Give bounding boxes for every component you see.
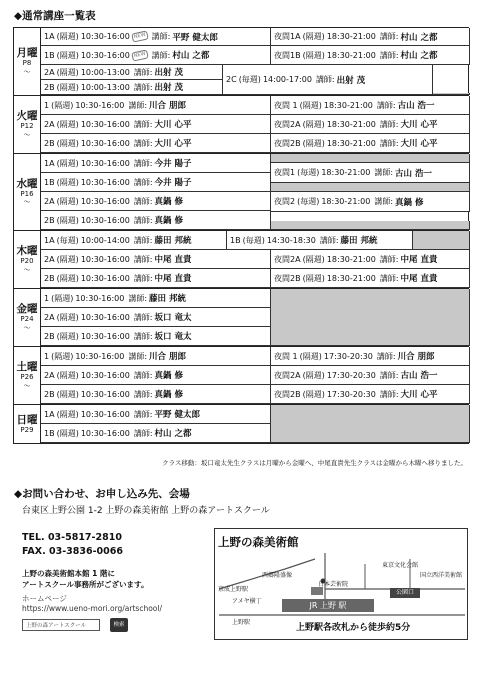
teacher-label: 講師: xyxy=(133,389,153,399)
day-classes xyxy=(41,347,468,404)
page-tilde: 〜 xyxy=(23,381,31,390)
teacher-name: 中尾 直貴 xyxy=(154,274,192,284)
frequency: (隔週) xyxy=(56,138,79,148)
teacher-label: 講師: xyxy=(133,254,153,264)
class-code: 夜間2B xyxy=(274,273,301,283)
teacher-name: 大川 心平 xyxy=(154,139,192,149)
teacher-label: 講師: xyxy=(133,158,153,168)
homepage-url[interactable]: https://www.ueno-mori.org/artschool/ xyxy=(22,604,163,613)
class-code: 2B xyxy=(44,215,55,225)
class-cell xyxy=(41,327,271,346)
class-code: 2A xyxy=(44,119,55,129)
teacher-name: 大川 心平 xyxy=(400,120,438,130)
class-code: 1A xyxy=(44,409,55,419)
teacher-label: 講師: xyxy=(128,100,148,110)
frequency: (隔週) xyxy=(56,196,79,206)
page-tilde: 〜 xyxy=(23,323,31,332)
class-cell xyxy=(41,65,223,80)
teacher-name: 出射 茂 xyxy=(336,75,366,86)
class-code: 2A xyxy=(44,196,55,206)
map-label: アメヤ横丁 xyxy=(232,598,262,605)
class-cell xyxy=(223,65,433,95)
teacher-label: 講師: xyxy=(133,428,153,438)
teacher-name: 坂口 竜太 xyxy=(154,313,192,323)
day-row xyxy=(14,96,468,154)
frequency: (隔週) xyxy=(56,331,79,341)
class-cell xyxy=(41,115,271,134)
teacher-name: 古山 浩一 xyxy=(397,101,435,111)
frequency: (毎週) xyxy=(56,235,79,245)
class-cell xyxy=(271,96,470,115)
class-time: 10:30-16:00 xyxy=(80,177,130,187)
map-label: 西郷隆盛像 xyxy=(262,572,293,579)
fax-number: FAX. 03-3836-0066 xyxy=(22,546,123,557)
class-code: 2A xyxy=(44,67,55,77)
class-time: 10:30-16:00 xyxy=(80,50,130,60)
teacher-label: 講師: xyxy=(128,351,148,361)
empty-slot xyxy=(271,289,470,346)
class-cell xyxy=(41,134,271,153)
day-classes xyxy=(41,96,468,153)
day-row xyxy=(14,289,468,347)
teacher-name: 平野 健太郎 xyxy=(154,410,200,420)
tel-number[interactable]: TEL. 03-5817-2810 xyxy=(22,532,122,543)
class-code: 夜間2A xyxy=(274,370,301,380)
teacher-name: 今井 陽子 xyxy=(154,178,192,188)
frequency: (隔週) xyxy=(56,177,79,187)
class-cell xyxy=(41,173,271,192)
class-code: 2A xyxy=(44,312,55,322)
frequency: (隔週) xyxy=(299,100,322,110)
day-name: 金曜 xyxy=(16,303,38,316)
class-code: 2B xyxy=(44,138,55,148)
class-code: 2C xyxy=(226,75,237,84)
teacher-name: 今井 陽子 xyxy=(154,159,192,169)
class-time: 18:30-21:00 xyxy=(326,32,376,41)
teacher-name: 大川 心平 xyxy=(400,390,438,400)
frequency: (隔週) xyxy=(56,273,79,283)
teacher-label: 講師: xyxy=(133,235,153,245)
class-time: 17:30-20:30 xyxy=(326,389,376,399)
frequency: (隔週) xyxy=(51,351,74,361)
class-time: 10:30-16:00 xyxy=(80,119,130,129)
class-code: 1B xyxy=(44,50,55,60)
class-time: 18:30-21:00 xyxy=(326,138,376,148)
frequency: (隔週) xyxy=(302,50,325,60)
schedule-title: ◆通常講座一覧表 xyxy=(14,10,96,22)
class-time: 10:30-16:00 xyxy=(80,158,130,168)
day-row xyxy=(14,347,468,405)
new-badge: NEW xyxy=(131,30,148,42)
frequency: (隔週) xyxy=(56,50,79,60)
teacher-name: 村山 之都 xyxy=(400,51,438,61)
day-classes xyxy=(41,231,468,288)
day-classes xyxy=(41,154,468,230)
frequency: (隔週) xyxy=(56,389,79,399)
class-time: 10:30-16:00 xyxy=(80,312,130,322)
class-cell xyxy=(41,347,271,366)
class-code: 1B xyxy=(230,235,241,245)
day-name: 月曜 xyxy=(16,47,38,60)
teacher-name: 川合 朋郎 xyxy=(397,352,435,362)
class-code: 夜間2B xyxy=(274,138,301,148)
teacher-name: 中尾 直貴 xyxy=(154,255,192,265)
class-cell xyxy=(41,366,271,385)
frequency: (隔週) xyxy=(56,312,79,322)
frequency: (隔週) xyxy=(51,100,74,110)
page-ref: P8 xyxy=(22,59,32,68)
teacher-label: 講師: xyxy=(319,235,339,245)
page-tilde: 〜 xyxy=(23,67,31,76)
teacher-label: 講師: xyxy=(315,75,335,84)
search-button[interactable]: 検索 xyxy=(110,618,128,632)
teacher-name: 藤田 邦統 xyxy=(149,294,187,304)
teacher-name: 村山 之都 xyxy=(400,32,438,43)
teacher-label: 講師: xyxy=(379,119,399,129)
frequency: (隔週) xyxy=(56,409,79,419)
class-time: 10:00-13:00 xyxy=(80,82,130,92)
class-time: 10:00-13:00 xyxy=(80,67,130,77)
class-time: 10:30-16:00 xyxy=(80,428,130,438)
frequency: (隔週) xyxy=(302,273,325,283)
class-code: 夜間 1 xyxy=(274,351,298,361)
day-label xyxy=(14,28,41,95)
access-info: 上野駅各改札から徒歩約5分 xyxy=(296,623,411,633)
teacher-name: 平野 健太郎 xyxy=(172,32,218,43)
class-cell xyxy=(41,154,271,173)
class-time: 10:30-16:00 xyxy=(80,331,130,341)
class-move-note: クラス移動：坂口竜太先生クラスは月曜から金曜へ、中尾直貴先生クラスは金曜から木曜へ移りました。 xyxy=(162,459,467,467)
frequency: (隔週) xyxy=(51,293,74,303)
class-code: 1 xyxy=(44,100,50,110)
jr-ueno-station: JR 上野 駅 xyxy=(282,599,374,612)
map-label: 日本芸術院 xyxy=(318,581,349,588)
day-label xyxy=(14,289,41,346)
class-cell xyxy=(41,80,223,95)
map-label: 国立西洋美術館 xyxy=(420,572,463,579)
teacher-label: 講師: xyxy=(133,331,153,341)
teacher-name: 中尾 直貴 xyxy=(400,274,438,284)
class-time: 10:30-16:00 xyxy=(80,370,130,380)
class-time: 18:30-21:00 xyxy=(321,197,371,206)
teacher-name: 村山 之都 xyxy=(154,429,192,439)
class-code: 2B xyxy=(44,273,55,283)
class-cell xyxy=(41,46,271,65)
class-code: 夜間2A xyxy=(274,119,301,129)
class-time: 10:30-16:00 xyxy=(80,138,130,148)
page-ref: P12 xyxy=(20,122,34,131)
class-time: 10:30-16:00 xyxy=(80,215,130,225)
map-label: 上野駅 xyxy=(232,619,251,626)
page-ref: P26 xyxy=(20,373,34,382)
day-classes xyxy=(41,405,468,443)
empty-slot xyxy=(271,221,470,230)
teacher-name: 坂口 竜太 xyxy=(154,332,192,342)
class-time: 18:30-21:00 xyxy=(323,100,373,110)
frequency: (隔週) xyxy=(302,32,325,41)
frequency: (隔週) xyxy=(302,138,325,148)
day-name: 土曜 xyxy=(16,361,38,374)
class-cell xyxy=(271,250,470,269)
teacher-label: 講師: xyxy=(133,177,153,187)
frequency: (毎週) xyxy=(242,235,265,245)
class-time: 10:30-16:00 xyxy=(80,273,130,283)
class-cell xyxy=(41,211,271,230)
teacher-label: 講師: xyxy=(133,215,153,225)
teacher-name: 古山 浩一 xyxy=(400,371,438,381)
empty-slot xyxy=(413,231,470,250)
class-time: 18:30-21:00 xyxy=(326,254,376,264)
frequency: (毎週) xyxy=(238,75,261,84)
class-cell xyxy=(41,405,271,424)
venue-address: 台東区上野公園 1-2 上野の森美術館 上野の森アートスクール xyxy=(22,506,270,516)
class-cell xyxy=(41,231,227,250)
class-code: 夜間 1 xyxy=(274,100,298,110)
koen-exit: 公園口 xyxy=(390,588,420,598)
empty-slot xyxy=(271,154,470,163)
class-cell xyxy=(41,289,271,308)
teacher-label: 講師: xyxy=(133,196,153,206)
class-time: 17:30-20:30 xyxy=(326,370,376,380)
class-cell xyxy=(41,269,271,288)
frequency: (隔週) xyxy=(56,158,79,168)
teacher-name: 出射 茂 xyxy=(154,68,183,78)
class-code: 2B xyxy=(44,331,55,341)
page-tilde: 〜 xyxy=(23,130,31,139)
class-code: 夜間2A xyxy=(274,254,301,264)
teacher-label: 講師: xyxy=(374,197,394,206)
teacher-name: 出射 茂 xyxy=(154,83,183,93)
class-code: 1A xyxy=(44,32,55,41)
teacher-label: 講師: xyxy=(133,312,153,322)
homepage-label: ホームページ xyxy=(22,594,67,603)
teacher-label: 講師: xyxy=(379,273,399,283)
day-name: 日曜 xyxy=(16,413,38,426)
class-code: 夜間2 xyxy=(274,197,296,206)
class-code: 夜間1A xyxy=(274,32,301,41)
frequency: (隔週) xyxy=(56,67,79,77)
teacher-label: 講師: xyxy=(379,254,399,264)
frequency: (隔週) xyxy=(56,370,79,380)
teacher-label: 講師: xyxy=(374,168,394,177)
day-label xyxy=(14,231,41,288)
class-cell xyxy=(271,28,470,46)
search-input[interactable]: 上野の森アートスクール xyxy=(22,619,100,631)
frequency: (隔週) xyxy=(56,215,79,225)
teacher-label: 講師: xyxy=(379,138,399,148)
class-cell xyxy=(271,192,470,212)
class-time: 10:30-16:00 xyxy=(75,293,125,303)
class-time: 10:30-16:00 xyxy=(75,351,125,361)
class-cell xyxy=(271,385,470,404)
class-cell xyxy=(271,163,470,183)
day-label xyxy=(14,96,41,153)
class-code: 夜間2B xyxy=(274,389,301,399)
teacher-name: 藤田 邦統 xyxy=(154,236,192,246)
class-code: 1B xyxy=(44,177,55,187)
class-time: 10:30-16:00 xyxy=(75,100,125,110)
teacher-name: 川合 朋郎 xyxy=(149,352,187,362)
class-code: 1A xyxy=(44,158,55,168)
frequency: (隔週) xyxy=(302,254,325,264)
teacher-label: 講師: xyxy=(376,100,396,110)
class-cell xyxy=(271,366,470,385)
frequency: (隔週) xyxy=(302,389,325,399)
page-ref: P29 xyxy=(20,426,34,434)
class-time: 10:30-16:00 xyxy=(80,409,130,419)
frequency: (毎週) xyxy=(297,168,320,177)
class-cell xyxy=(41,385,271,404)
class-code: 1 xyxy=(44,293,50,303)
teacher-label: 講師: xyxy=(379,50,399,60)
teacher-label: 講師: xyxy=(379,32,399,41)
page-tilde: 〜 xyxy=(23,265,31,274)
class-cell xyxy=(271,134,470,153)
teacher-name: 川合 朋郎 xyxy=(149,101,187,111)
frequency: (毎週) xyxy=(297,197,320,206)
class-code: 2A xyxy=(44,370,55,380)
teacher-name: 真鍋 修 xyxy=(154,197,183,207)
day-name: 木曜 xyxy=(16,245,38,258)
frequency: (隔週) xyxy=(56,428,79,438)
teacher-label: 講師: xyxy=(376,351,396,361)
class-cell xyxy=(41,250,271,269)
class-code: 1A xyxy=(44,235,55,245)
teacher-label: 講師: xyxy=(133,409,153,419)
teacher-label: 講師: xyxy=(379,389,399,399)
schedule-table xyxy=(13,27,469,444)
class-time: 10:00-14:00 xyxy=(80,235,130,245)
class-time: 18:30-21:00 xyxy=(326,50,376,60)
page-tilde: 〜 xyxy=(23,198,31,207)
map-label: 京成上野駅 xyxy=(218,586,249,593)
class-time: 10:30-16:00 xyxy=(80,196,130,206)
class-cell xyxy=(41,96,271,115)
frequency: (隔週) xyxy=(56,119,79,129)
class-time: 17:30-20:30 xyxy=(323,351,373,361)
class-code: 夜間1 xyxy=(274,168,296,177)
class-cell xyxy=(271,347,470,366)
page-ref: P20 xyxy=(20,257,34,266)
day-label xyxy=(14,154,41,230)
teacher-name: 真鍋 修 xyxy=(395,197,424,208)
class-code: 2A xyxy=(44,254,55,264)
teacher-name: 村山 之都 xyxy=(172,51,210,61)
teacher-label: 講師: xyxy=(133,370,153,380)
day-label xyxy=(14,347,41,404)
frequency: (隔週) xyxy=(56,32,79,41)
class-code: 2B xyxy=(44,389,55,399)
class-cell xyxy=(271,46,470,65)
class-cell xyxy=(41,308,271,327)
teacher-name: 真鍋 修 xyxy=(154,216,183,226)
page-ref: P24 xyxy=(20,315,34,324)
class-time: 18:30-21:00 xyxy=(321,168,371,177)
class-time: 14:00-17:00 xyxy=(262,75,312,84)
class-cell xyxy=(271,269,470,288)
class-time: 10:30-16:00 xyxy=(80,32,130,41)
teacher-name: 真鍋 修 xyxy=(154,390,183,400)
teacher-label: 講師: xyxy=(133,67,153,77)
teacher-name: 藤田 邦統 xyxy=(340,236,378,246)
teacher-label: 講師: xyxy=(133,82,153,92)
class-time: 10:30-16:00 xyxy=(80,389,130,399)
class-cell xyxy=(227,231,413,250)
frequency: (隔週) xyxy=(302,370,325,380)
map-label: 東京文化会館 xyxy=(382,562,419,569)
new-badge: NEW xyxy=(131,49,148,61)
day-classes xyxy=(41,289,468,346)
day-label xyxy=(14,405,41,443)
class-cell xyxy=(41,424,271,443)
day-classes xyxy=(41,28,468,95)
contact-title: ◆お問い合わせ、お申し込み先、会場 xyxy=(14,488,190,500)
frequency: (隔週) xyxy=(302,119,325,129)
day-row xyxy=(14,154,468,231)
teacher-label: 講師: xyxy=(133,119,153,129)
day-row xyxy=(14,231,468,289)
class-time: 10:30-16:00 xyxy=(80,254,130,264)
teacher-label: 講師: xyxy=(151,32,171,41)
page-ref: P16 xyxy=(20,189,34,198)
office-note-1: 上野の森美術館本館 1 階に xyxy=(22,569,115,578)
teacher-name: 大川 心平 xyxy=(154,120,192,130)
teacher-name: 古山 浩一 xyxy=(395,168,433,179)
class-cell xyxy=(41,192,271,211)
frequency: (隔週) xyxy=(299,351,322,361)
day-row xyxy=(14,28,468,96)
frequency: (隔週) xyxy=(56,82,79,92)
empty-slot xyxy=(271,183,470,192)
teacher-name: 中尾 直貴 xyxy=(400,255,438,265)
class-cell xyxy=(41,28,271,46)
teacher-name: 大川 心平 xyxy=(400,139,438,149)
class-time: 18:30-21:00 xyxy=(326,119,376,129)
teacher-label: 講師: xyxy=(151,50,171,60)
teacher-name: 真鍋 修 xyxy=(154,371,183,381)
teacher-label: 講師: xyxy=(379,370,399,380)
day-name: 水曜 xyxy=(16,177,38,190)
class-code: 2B xyxy=(44,82,55,92)
office-note-2: アートスクール事務所がございます。 xyxy=(22,580,149,589)
teacher-label: 講師: xyxy=(128,293,148,303)
class-code: 1B xyxy=(44,428,55,438)
teacher-label: 講師: xyxy=(133,138,153,148)
empty-slot xyxy=(271,405,470,443)
map-title: 上野の森美術館 xyxy=(218,535,299,549)
day-name: 火曜 xyxy=(16,110,38,123)
class-time: 18:30-21:00 xyxy=(326,273,376,283)
class-code: 夜間1B xyxy=(274,50,301,60)
frequency: (隔週) xyxy=(56,254,79,264)
teacher-label: 講師: xyxy=(133,273,153,283)
class-cell xyxy=(271,115,470,134)
day-row xyxy=(14,405,468,443)
class-time: 14:30-18:30 xyxy=(266,235,316,245)
class-code: 1 xyxy=(44,351,50,361)
